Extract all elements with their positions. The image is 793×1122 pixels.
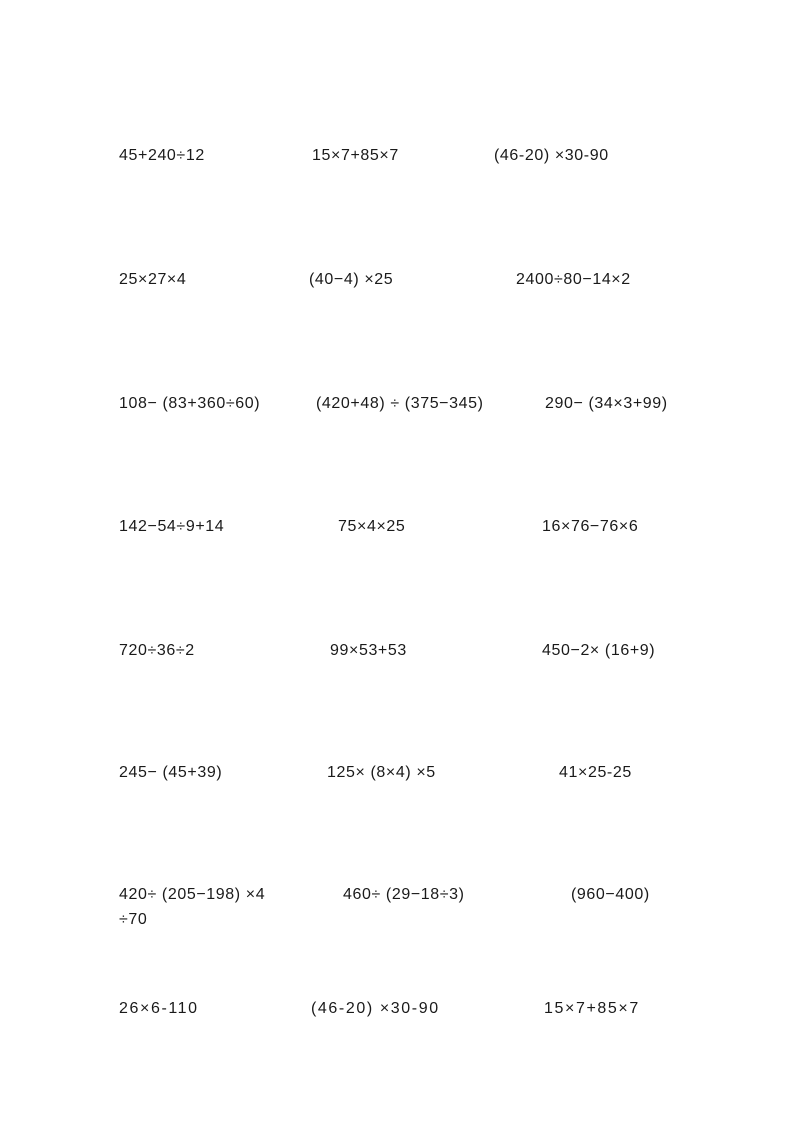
math-expression: 75×4×25 (338, 518, 406, 535)
math-expression: 420÷ (205−198) ×4 (119, 886, 266, 903)
math-expression: (420+48) ÷ (375−345) (316, 395, 484, 412)
math-expression: (40−4) ×25 (309, 271, 394, 288)
math-expression: 41×25-25 (559, 764, 632, 781)
math-expression: (960−400) (571, 886, 650, 903)
math-expression: 26×6-110 (119, 1000, 199, 1017)
math-expression: (46-20) ×30-90 (494, 147, 609, 164)
math-expression: 460÷ (29−18÷3) (343, 886, 465, 903)
math-expression: 142−54÷9+14 (119, 518, 225, 535)
math-expression: 245− (45+39) (119, 764, 223, 781)
math-expression: 125× (8×4) ×5 (327, 764, 436, 781)
math-expression: 15×7+85×7 (312, 147, 399, 164)
math-expression: 99×53+53 (330, 642, 407, 659)
math-expression: 290− (34×3+99) (545, 395, 668, 412)
math-expression: 15×7+85×7 (544, 1000, 640, 1017)
math-expression: 16×76−76×6 (542, 518, 639, 535)
math-expression: 108− (83+360÷60) (119, 395, 261, 412)
math-expression: 45+240÷12 (119, 147, 205, 164)
math-expression: 450−2× (16+9) (542, 642, 656, 659)
math-expression: 2400÷80−14×2 (516, 271, 631, 288)
math-expression: 720÷36÷2 (119, 642, 195, 659)
math-expression-continuation: ÷70 (119, 911, 148, 928)
math-expression: (46-20) ×30-90 (311, 1000, 440, 1017)
math-expression: 25×27×4 (119, 271, 187, 288)
